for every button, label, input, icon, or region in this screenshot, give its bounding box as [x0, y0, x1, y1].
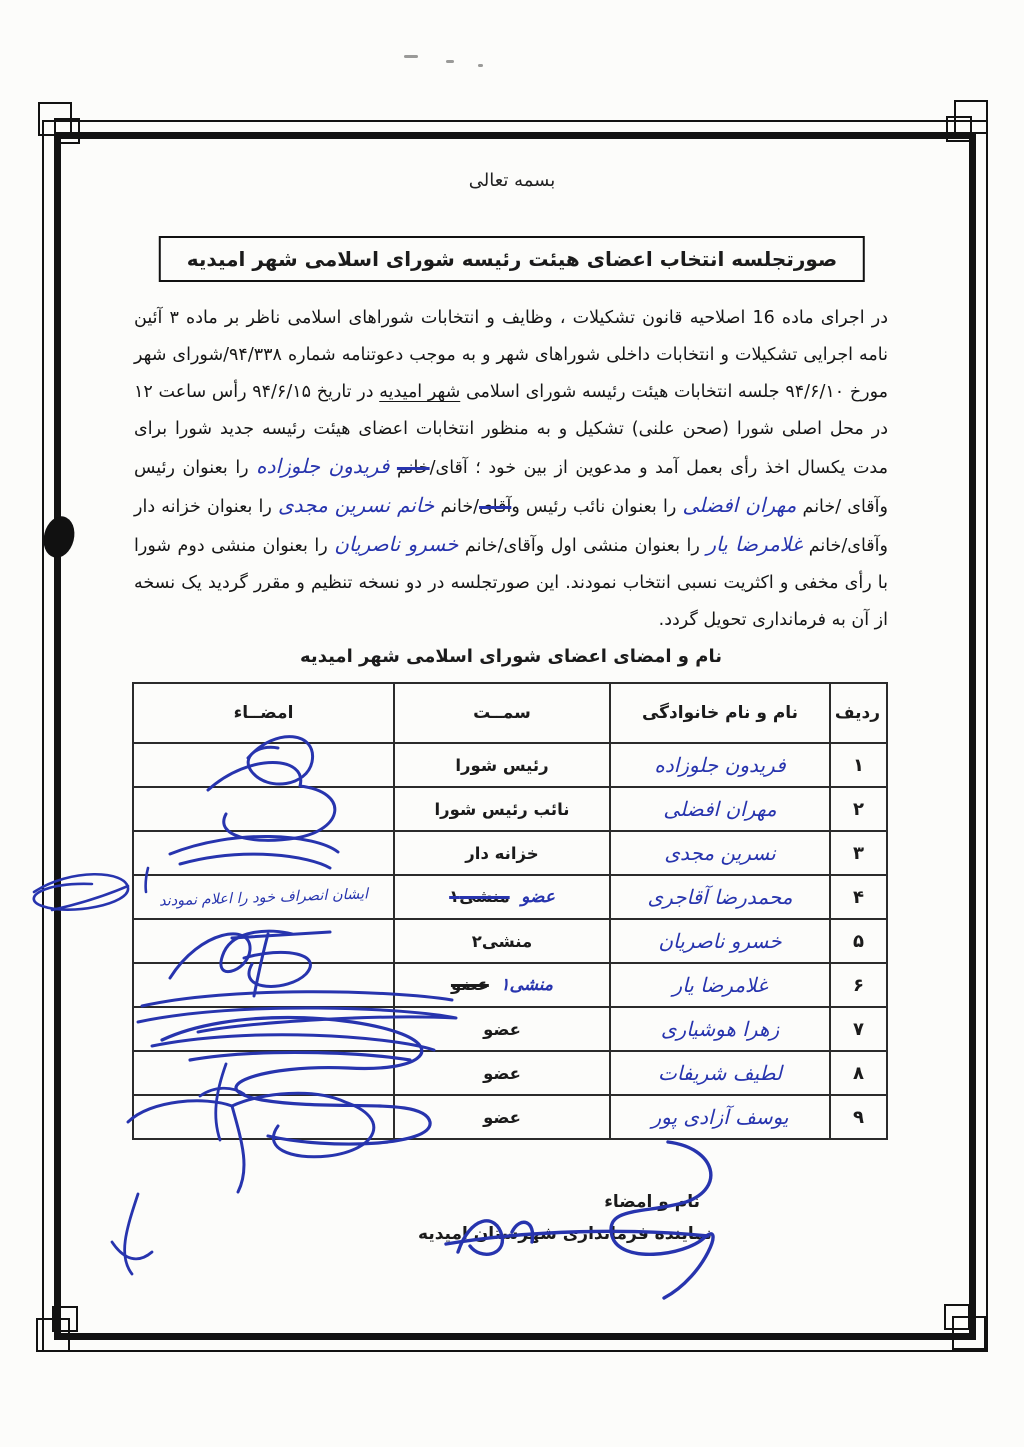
table-header-row	[133, 683, 887, 743]
handwritten-name-secretary2: خسرو ناصریان	[334, 532, 459, 556]
member-position-corrected	[394, 875, 610, 919]
struck-word: آقای	[479, 497, 512, 517]
signature-cell	[133, 831, 394, 875]
table-row	[133, 831, 887, 875]
member-position-corrected	[394, 963, 610, 1007]
row-number: ۵	[830, 919, 887, 963]
member-position: عضو	[394, 1095, 610, 1139]
footer-line2: نماینده فرمانداری شهرستان امیدیه	[418, 1224, 712, 1244]
scan-speck	[478, 64, 483, 67]
paragraph-text: /خانم	[434, 497, 480, 517]
member-position: خزانه دار	[394, 831, 610, 875]
position-struck: عضو	[450, 975, 489, 994]
paragraph-text: را بعنوان منشی دوم شورا با رأی مخفی و اکثریت نسبی انتخاب نمودند. این صورتجلسه در دو نسخه تنظیم و مقرر گردید یک نسخه از آن به فرمانداری تحویل گردد.	[134, 536, 888, 630]
struck-word: خانم	[396, 458, 430, 478]
row-number: ۶	[830, 963, 887, 1007]
table-row	[133, 919, 887, 963]
table-row	[133, 1051, 887, 1095]
scan-speck	[404, 55, 418, 58]
paragraph-text: را بعنوان نائب رئیس و	[511, 497, 683, 517]
row-number: ۲	[830, 787, 887, 831]
member-name: محمدرضا آقاجری	[610, 875, 830, 919]
signature-cell	[133, 787, 394, 831]
header-row-number: ردیف	[830, 683, 887, 743]
row-number: ۸	[830, 1051, 887, 1095]
handwritten-name-treasurer: خانم نسرین مجدی	[278, 493, 435, 517]
footer-line1: نام و امضاء	[604, 1192, 700, 1212]
handwritten-name-secretary1: غلامرضا یار	[706, 532, 803, 556]
member-name: خسرو ناصریان	[610, 919, 830, 963]
signature-cell	[133, 1095, 394, 1139]
signature-cell	[133, 1051, 394, 1095]
handwritten-name-chairman: فریدون جلوزاده	[256, 454, 390, 478]
paragraph-text: در اجرای ماده 16 اصلاحیه قانون تشکیلات ، وظایف و انتخابات شوراهای اسلامی ناظر بر ماده ۳ آئین نامه اجرایی تشکیلات و انتخابات داخلی شوراهای شهر و به موجب دعوتنامه شماره ۹۴/۳۳۸/شورای شهر مورخ ۹۴/۶/۱۰ جلسه انتخابات هیئت رئیسه شورای اسلامی	[134, 308, 889, 402]
handwritten-name-vice: مهران افضلی	[682, 493, 797, 517]
position-handwritten: عضو	[521, 887, 555, 907]
member-name: زهرا هوشیاری	[610, 1007, 830, 1051]
member-name: فریدون جلوزاده	[610, 743, 830, 787]
position-struck: منشی۱	[449, 887, 510, 906]
position-handwritten: منشی۱	[500, 975, 554, 995]
corner-ornament	[944, 1304, 970, 1330]
member-name: غلامرضا یار	[610, 963, 830, 1007]
besmele-text: بسمه تعالی	[468, 170, 556, 191]
member-position: نائب رئیس شورا	[394, 787, 610, 831]
member-name: نسرین مجدی	[610, 831, 830, 875]
document-title: صورتجلسه انتخاب اعضای هیئت رئیسه شورای اسلامی شهر امیدیه	[159, 236, 865, 282]
table-row	[133, 1095, 887, 1139]
row-number: ۴	[830, 875, 887, 919]
signature-cell	[133, 743, 394, 787]
paragraph-text: را بعنوان خزانه دار وآقای/خانم	[134, 497, 888, 556]
corner-ornament	[946, 116, 972, 142]
member-position: منشی۲	[394, 919, 610, 963]
row-number: ۱	[830, 743, 887, 787]
table-row	[133, 743, 887, 787]
member-position: رئیس شورا	[394, 743, 610, 787]
table-title: نام و امضای اعضای شورای اسلامی شهر امیدیه	[300, 646, 722, 667]
member-name: یوسف آزادی پور	[610, 1095, 830, 1139]
header-signature: امضــاء	[133, 683, 394, 743]
row-number: ۳	[830, 831, 887, 875]
member-position: عضو	[394, 1007, 610, 1051]
member-name: مهران افضلی	[610, 787, 830, 831]
member-name: لطیف شریفات	[610, 1051, 830, 1095]
signature-cell	[133, 875, 394, 919]
header-position: سمــت	[394, 683, 610, 743]
table-row	[133, 963, 887, 1007]
paragraph-text: را بعنوان منشی اول وآقای/خانم	[458, 536, 707, 556]
members-table	[132, 682, 888, 1140]
table-row	[133, 875, 887, 919]
table-row	[133, 787, 887, 831]
signature-cell	[133, 963, 394, 1007]
table-row	[133, 1007, 887, 1051]
corner-ornament	[52, 1306, 78, 1332]
row-number: ۷	[830, 1007, 887, 1051]
paragraph-text: در تاریخ ۹۴/۶/۱۵ رأس ساعت ۱۲ در محل اصلی شورا (صحن علنی) تشکیل و به منظور انتخابات اعضای هیئت رئیسه جدید شورا برای مدت یکسال اخذ رأی بعمل آمد و مدعوین از بین خود ؛ آقای/	[134, 382, 888, 478]
member-position: عضو	[394, 1051, 610, 1095]
scan-speck	[446, 60, 454, 63]
signature-cell	[133, 1007, 394, 1051]
header-full-name: نام و نام خانوادگی	[610, 683, 830, 743]
underlined-city: شهر امیدیه	[379, 382, 461, 402]
signature-cell	[133, 919, 394, 963]
footer-signer-block	[410, 1192, 712, 1244]
intro-paragraph	[134, 300, 888, 639]
withdrawal-note: ایشان انصراف خود را اعلام نمودند	[158, 886, 369, 910]
row-number: ۹	[830, 1095, 887, 1139]
corner-ornament	[54, 118, 80, 144]
paragraph-text: را بعنوان رئیس وآقای /خانم	[134, 458, 888, 517]
